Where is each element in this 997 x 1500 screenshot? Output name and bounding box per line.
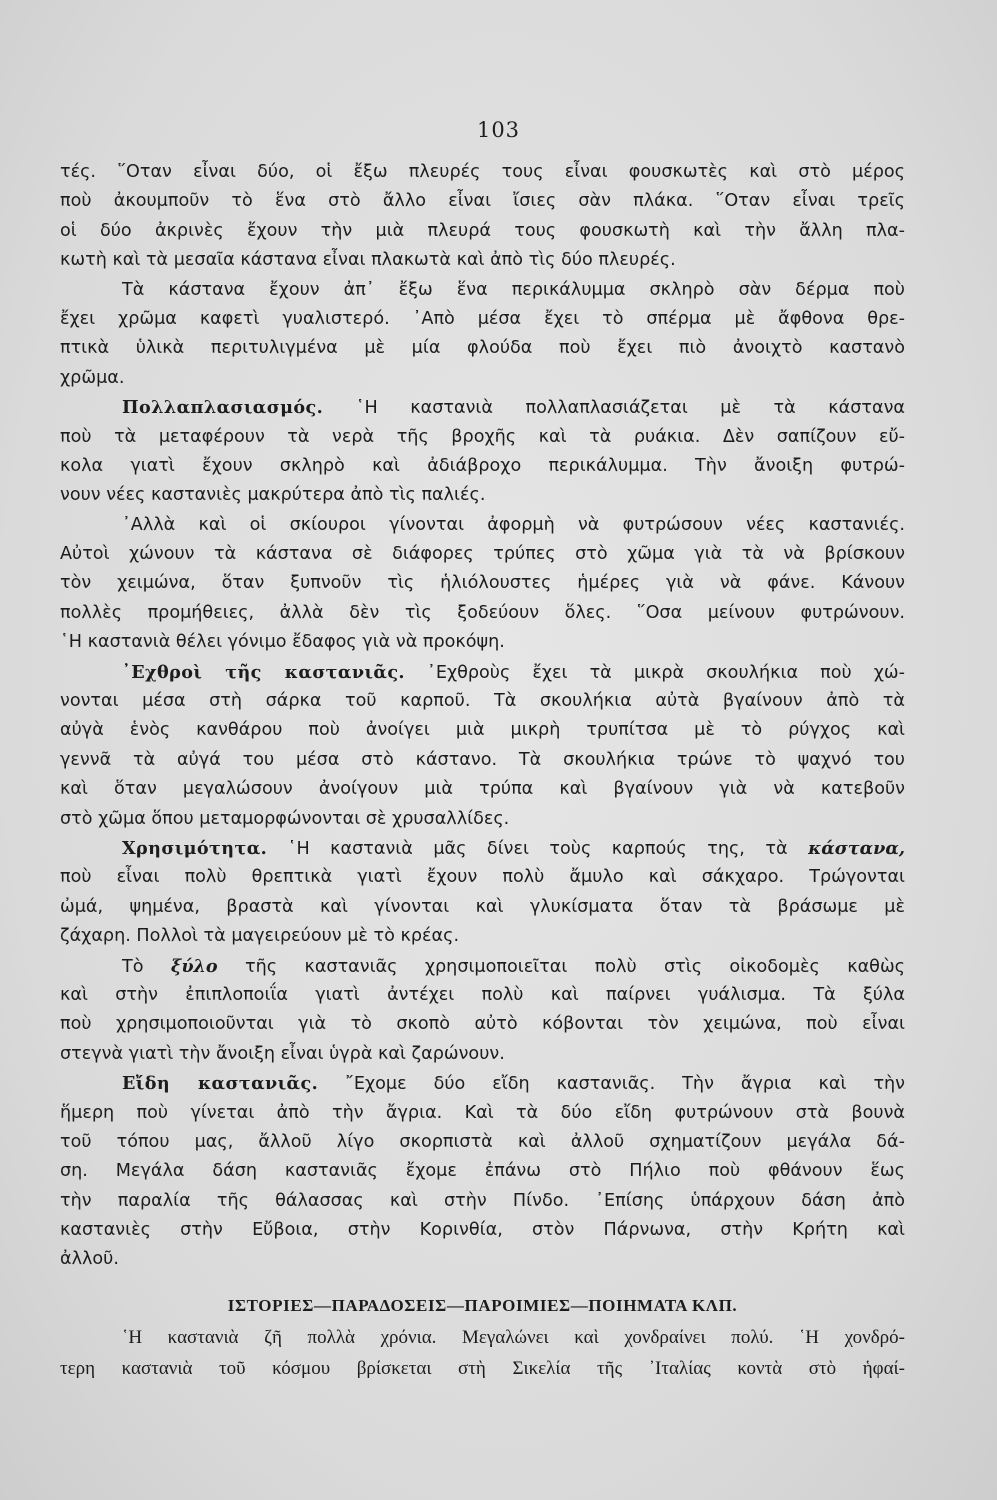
text-line: ζάχαρη. Πολλοὶ τὰ μαγειρεύουν μὲ τὸ κρέας. [60,926,460,947]
text-line [60,1069,905,1098]
text-line: τερη καστανιὰ τοῦ κόσμου βρίσκεται στὴ Σικελία τῆς ᾽Ιταλίας κοντὰ στὸ ἡφαί- [60,1358,905,1379]
inline-heading: Χρησιμότητα. [122,837,268,859]
text-line: τοῦ τόπου μας, ἄλλοῦ λίγο σκορπιστὰ καὶ ἀλλοῦ σχηματίζουν μεγάλα δά- [60,1131,905,1152]
text-line: στὸ χῶμα ὅπου μεταμορφώνονται σὲ χρυσαλλίδες. [60,808,510,829]
inline-heading: Πολλαπλασιασμός. [122,397,324,419]
paragraph-wood [60,952,905,1070]
text-line: νονται μέσα στὴ σάρκα τοῦ καρποῦ. Τὰ σκουλήκια αὐτὰ βγαίνουν ἀπὸ τὰ [60,691,905,712]
text-line: οἱ δύο ἀκρινὲς ἔχουν τὴν μιὰ πλευρά τους φουσκωτὴ καὶ τὴν ἄλλη πλα- [60,220,905,241]
text-line: πτικὰ ὑλικὰ περιτυλιγμένα μὲ μία φλούδα ποὺ ἔχει πιὸ ἀνοιχτὸ καστανὸ [60,338,905,359]
paragraph-usefulness [60,834,905,952]
text-line: τὸν χειμώνα, ὅταν ξυπνοῦν τὶς ἡλιόλουστες ἡμέρες γιὰ νὰ φάνε. Κάνουν [60,573,905,594]
body-text [60,158,905,1275]
text-span: Τὸ [122,956,144,977]
text-line: ῾Η καστανιὰ ζῆ πολλὰ χρόνια. Μεγαλώνει καὶ χονδραίνει πολύ. ῾Η χονδρό- [122,1327,905,1348]
text-line [60,834,905,863]
text-line: ποὺ χρησιμοποιοῦνται γιὰ τὸ σκοπὸ αὐτὸ κόβονται τὸν χειμώνα, ποὺ εἶναι [60,1014,905,1035]
text-line: ἔχει χρῶμα καφετὶ γυαλιστερό. ᾽Απὸ μέσα ἔχει τὸ σπέρμα μὲ ἄφθονα θρε- [60,308,905,329]
text-span: ῾Η καστανιὰ μᾶς δίνει τοὺς καρπούς της, τὰ [287,838,788,859]
italic-term: ξύλο [170,955,218,977]
paragraph-species [60,1069,905,1275]
paragraph [60,511,905,658]
text-line: καὶ ὅταν μεγαλώσουν ἀνοίγουν μιὰ τρύπα καὶ βγαίνουν γιὰ νὰ κατεβοῦν [60,779,905,800]
text-line: ποὺ ἀκουμποῦν τὸ ἕνα στὸ ἄλλο εἶναι ἴσιες σὰν πλάκα. ῞Οταν εἶναι τρεῖς [60,191,905,212]
text-line: ποὺ εἶναι πολὺ θρεπτικὰ γιατὶ ἔχουν πολὺ ἄμυλο καὶ σάκχαρο. Τρώγονται [60,867,905,888]
text-line: στεγνὰ γιατὶ τὴν ἄνοιξη εἶναι ὑγρὰ καὶ ζαρώνουν. [60,1043,505,1064]
text-line: χρῶμα. [60,367,125,388]
text-span: ῾Η καστανιὰ πολλαπλασιάζεται μὲ τὰ κάστανα [355,398,905,419]
text-line: ποὺ τὰ μεταφέρουν τὰ νερὰ τῆς βροχῆς καὶ τὰ ρυάκια. Δὲν σαπίζουν εὔ- [60,426,905,447]
text-span: ῎Εχομε δύο εἴδη καστανιᾶς. Τὴν ἄγρια καὶ τὴν [345,1074,905,1095]
inline-heading: Εἴδη καστανιᾶς. [122,1073,319,1095]
paragraph [60,276,905,394]
text-line: αὐγὰ ἑνὸς κανθάρου ποὺ ἀνοίγει μιὰ μικρὴ τρυπίτσα μὲ τὸ ρύγχος καὶ [60,720,905,741]
text-line: πολλὲς προμήθειες, ἀλλὰ δὲν τὶς ξοδεύουν ὅλες. ῞Οσα μείνουν φυτρώνουν. [60,602,905,623]
text-span: ᾽Εχθροὺς ἔχει τὰ μικρὰ σκουλήκια ποὺ χώ- [427,662,905,683]
text-line: Τὰ κάστανα ἔχουν ἀπ᾽ ἔξω ἕνα περικάλυμμα σκληρὸ σὰν δέρμα ποὺ [122,279,905,300]
text-line: καστανιὲς στὴν Εὔβοια, στὴν Κορινθία, στὸν Πάρνωνα, στὴν Κρήτη καὶ [60,1220,905,1241]
inline-heading: ᾽Εχθροὶ τῆς καστανιᾶς. [122,661,405,683]
text-span: τῆς καστανιᾶς χρησιμοποιεῖται πολὺ στὶς οἰκοδομὲς καθὼς [245,956,905,977]
paragraph-propagation [60,393,905,511]
text-line [60,658,905,687]
text-line: ση. Μεγάλα δάση καστανιᾶς ἔχομε ἐπάνω στὸ Πήλιο ποὺ φθάνουν ἕως [60,1161,905,1182]
text-line: ᾽Αλλὰ καὶ οἱ σκίουροι γίνονται ἀφορμὴ νὰ φυτρώσουν νέες καστανιές. [122,514,905,535]
text-line: ἀλλοῦ. [60,1249,119,1270]
text-line [60,952,905,981]
text-line: τές. ῞Οταν εἶναι δύο, οἱ ἔξω πλευρές τους εἶναι φουσκωτὲς καὶ στὸ μέρος [60,162,905,182]
paragraph [60,158,905,276]
text-line: ὠμά, ψημένα, βραστὰ καὶ γίνονται καὶ γλυκίσματα ὅταν τὰ βράσωμε μὲ [60,896,905,917]
text-line: τὴν παραλία τῆς θάλασσας καὶ στὴν Πίνδο. ᾽Επίσης ὑπάρχουν δάση ἀπὸ [60,1190,905,1211]
text-line: Αὐτοὶ χώνουν τὰ κάστανα σὲ διάφορες τρύπες στὸ χῶμα γιὰ τὰ νὰ βρίσκουν [60,544,905,565]
section-body [60,1322,905,1384]
text-line: ῾Η καστανιὰ θέλει γόνιμο ἔδαφος γιὰ νὰ προκόψη. [60,632,505,653]
text-line: κωτὴ καὶ τὰ μεσαῖα κάστανα εἶναι πλακωτὰ καὶ ἀπὸ τὶς δύο πλευρές. [60,250,676,271]
text-line: κολα γιατὶ ἔχουν σκληρὸ καὶ ἀδιάβροχο περικάλυμμα. Τὴν ἄνοιξη φυτρώ- [60,455,905,476]
text-line: νουν νέες καστανιὲς μακρύτερα ἀπὸ τὶς παλιές. [60,485,486,506]
text-line [60,393,905,422]
italic-term: κάστανα, [808,837,905,859]
text-line: γεννᾶ τὰ αὐγά του μέσα στὸ κάστανο. Τὰ σκουλήκια τρώνε τὸ ψαχνό του [60,749,905,770]
text-line: ἥμερη ποὺ γίνεται ἀπὸ τὴν ἄγρια. Καὶ τὰ δύο εἴδη φυτρώνουν στὰ βουνὰ [60,1102,905,1123]
page-number: 103 [476,118,521,142]
section-title: ΙΣΤΟΡΙΕΣ—ΠΑΡΑΔΟΣΕΙΣ—ΠΑΡΟΙΜΙΕΣ—ΠΟΙΗΜΑΤΑ ΚΛΠ. [227,1296,738,1315]
paragraph-enemies [60,658,905,834]
text-line: καὶ στὴν ἐπιπλοποιΐα γιατὶ ἀντέχει πολὺ καὶ παίρνει γυάλισμα. Τὰ ξύλα [60,984,905,1005]
